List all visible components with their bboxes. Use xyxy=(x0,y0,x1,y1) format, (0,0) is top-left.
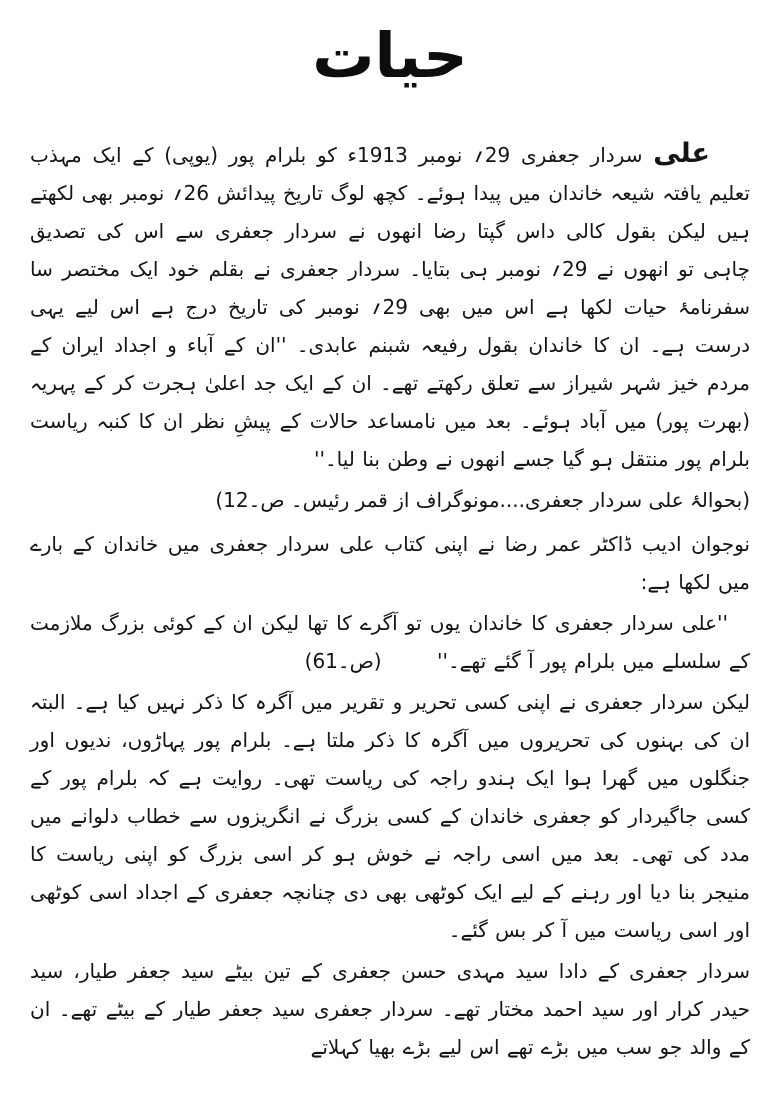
quote-paragraph xyxy=(30,604,750,680)
page-title: حیات xyxy=(312,19,468,92)
lead-word: علی xyxy=(653,138,711,170)
quote-page-ref: (ص۔61) xyxy=(304,649,382,674)
paragraph-grandfather: سردار جعفری کے دادا سید مہدی حسن جعفری کے تین بیٹے سید جعفر طیار، سید حیدر کرار اور سید احمد مختار تھے۔ سردار جعفری سید جعفر طیار کے بیٹے تھے۔ ان کے والد جو سب میں بڑے تھے اس لیے بڑے بھیا کہلاتے xyxy=(30,959,750,1060)
citation-line: (بحوالۂ علی سردار جعفری....مونوگراف از قمر رئیس۔ ص۔12) xyxy=(215,488,750,513)
paragraph-birth-text: سردار جعفری 29؍ نومبر 1913ء کو بلرام پور (یوپی) کے ایک مہذب تعلیم یافتہ شیعہ خاندان میں پیدا ہوئے۔ کچھ لوگ تاریخ پیدائش 26؍ نومبر بھی لکھتے ہیں لیکن بقول کالی داس گپتا رضا انھوں نے سردار جعفری سے اس کی تصدیق چاہی تو انھوں نے 29؍ نومبر ہی بتایا۔ سردار جعفری نے بقلم خود ایک مختصر سا سفرنامۂ حیات لکھا ہے اس میں بھی 29؍ نومبر کی تاریخ درج ہے اس لیے یہی درست ہے۔ ان کا خاندان بقول رفیعہ شبنم عابدی۔ ''ان کے آباء و اجداد ایران کے مردم خیز شہر شیراز سے تعلق رکھتے تھے۔ ان کے ایک جد اعلیٰ ہجرت کر کے پہریہ (بھرت پور) میں آباد ہوئے۔ بعد میں نامساعد حالات کے پیشِ نظر ان کا کنبہ ریاست بلرام پور منتقل ہو گیا جسے انھوں نے وطن بنا لیا۔'' xyxy=(30,143,751,472)
paragraph-agra: لیکن سردار جعفری نے اپنی کسی تحریر و تقریر میں آگرہ کا ذکر نہیں کیا ہے۔ البتہ ان کی بہنوں کی تحریروں میں آگرہ کا ذکر ملتا ہے۔ بلرام پور پہاڑوں، ندیوں اور جنگلوں میں گھرا ہوا ایک ہندو راجہ کی ریاست تھی۔ روایت ہے کہ بلرام پور کے کسی جاگیردار کو جعفری خاندان کے کسی بزرگ نے انگریزوں سے خطاب دلوانے میں مدد کی تھی۔ بعد میں اسی راجہ نے خوش ہو کر اسی بزرگ کو اپنی ریاست کا منیجر بنا دیا اور رہنے کے لیے ایک کوٹھی بھی دی چنانچہ جعفری کے اجداد اسی کوٹھی اور اسی ریاست میں آ کر بس گئے۔ xyxy=(30,690,750,943)
paragraph-quote-intro: نوجوان ادیب ڈاکٹر عمر رضا نے اپنی کتاب علی سردار جعفری میں خاندان کے بارے میں لکھا ہے: xyxy=(30,532,750,595)
paragraph-birth xyxy=(30,135,750,478)
quote-text: ''علی سردار جعفری کا خاندان یوں تو آگرے کا تھا لیکن ان کے کوئی بزرگ ملازمت کے سلسلے میں بلرام پور آ گئے تھے۔'' xyxy=(30,611,750,674)
